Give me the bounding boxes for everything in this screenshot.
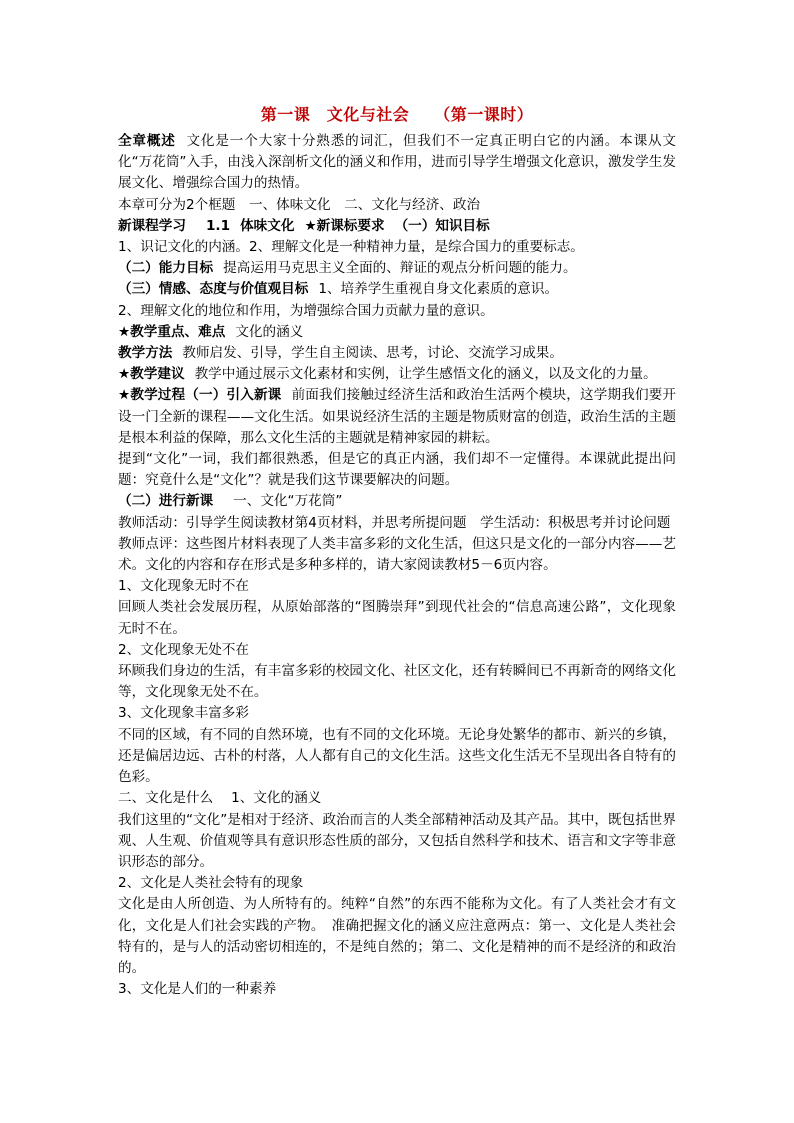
teaching-focus: ★教学重点、难点 文化的涵义 xyxy=(118,323,304,340)
chapter-overview-label: 全章概述 xyxy=(118,133,176,149)
emotion-goals: （三）情感、态度与价值观目标 1、培养学生重视自身文化素质的意识。 xyxy=(118,281,559,298)
point-1-heading: 1、文化现象无时不在 xyxy=(118,578,249,595)
teacher-comment: 教师点评：这些图片材料表现了人类丰富多彩的文化生活，但这只是文化的一部分内容——艺术。文化的内容和存在形式是多种多样的，请大家阅读教材5－6页内容。 xyxy=(118,535,676,574)
section-2-point-3-heading: 3、文化是人们的一种素养 xyxy=(118,981,277,998)
new-course-heading: 新课程学习 1.1 体味文化 ★新课标要求 （一）知识目标 xyxy=(118,217,490,234)
section-2-heading: 二、文化是什么 1、文化的涵义 xyxy=(118,790,322,807)
teaching-method: 教学方法 教师启发、引导，学生自主阅读、思考，讨论、交流学习成果。 xyxy=(118,345,563,362)
teacher-activity: 教师活动：引导学生阅读教材第4页材料，并思考所提问题 学生活动：积极思考并讨论问题 xyxy=(118,514,671,531)
point-1-text: 回顾人类社会发展历程，从原始部落的“图腾崇拜”到现代社会的“信息高速公路”，文化现象无时不在。 xyxy=(118,599,676,637)
section-2-point-2-heading: 2、文化是人类社会特有的现象 xyxy=(118,875,304,892)
teaching-process-intro: ★教学过程（一）引入新课 前面我们接触过经济生活和政治生活两个模块，这学期我们要开设一门全新的课程——文化生活。如果说经济生活的主题是物质财富的创造，政治生活的主题是根本利益的保障，那么文化生活的主题就是精神家园的耕耘。 xyxy=(118,387,677,446)
chapter-overview-text: 文化是一个大家十分熟悉的词汇，但我们不一定真正明白它的内涵。本课从文化“万花筒”入手，由浅入深剖析文化的涵义和作用，进而引导学生增强文化意识，激发学生发展文化、增强综合国力的热情。 xyxy=(118,133,677,192)
point-2-heading: 2、文化现象无处不在 xyxy=(118,641,249,658)
emotion-goals-2: 2、理解文化的地位和作用，为增强综合国力贡献力量的意识。 xyxy=(118,302,494,319)
teaching-suggestion: ★教学建议 教学中通过展示文化素材和实例，让学生感悟文化的涵义，以及文化的力量。 xyxy=(118,366,657,383)
section-2-point-2-text: 文化是由人所创造、为人所特有的。纯粹“自然”的东西不能称为文化。有了人类社会才有文化，文化是人们社会实践的产物。 准确把握文化的涵义应注意两点：第一、文化是人类社会特有的，是与人的活动密切相连的，不是纯自然的；第二、文化是精神的而不是经济的和政治的。 xyxy=(118,896,676,976)
chapter-sections: 本章可分为2个框题 一、体味文化 二、文化与经济、政治 xyxy=(118,196,481,213)
point-3-heading: 3、文化现象丰富多彩 xyxy=(118,705,249,722)
document-title: 第一课 文化与社会 （第一课时） xyxy=(260,105,534,124)
culture-definition: 我们这里的“文化”是相对于经济、政治而言的人类全部精神活动及其产品。其中，既包括世界观、人生观、价值观等具有意识形态性质的部分，又包括自然科学和技术、语言和文字等非意识形态的部分。 xyxy=(118,811,676,870)
chapter-overview xyxy=(118,131,676,195)
intro-question: 提到“文化”一词，我们都很熟悉，但是它的真正内涵，我们却不一定懂得。本课就此提出问题：究竟什么是“文化”？就是我们这节课要解决的问题。 xyxy=(118,451,676,489)
ability-goals: （二）能力目标 提高运用马克思主义全面的、辩证的观点分析问题的能力。 xyxy=(118,260,577,277)
new-lesson-heading: （二）进行新课 一、文化“万花筒” xyxy=(118,493,343,510)
point-3-text: 不同的区域，有不同的自然环境，也有不同的文化环境。无论身处繁华的都市、新兴的乡镇，还是偏居边远、古朴的村落，人人都有自己的文化生活。这些文化生活无不呈现出各自特有的色彩。 xyxy=(118,726,676,786)
point-2-text: 环顾我们身边的生活，有丰富多彩的校园文化、社区文化，还有转瞬间已不再新奇的网络文化等，文化现象无处不在。 xyxy=(118,663,676,701)
knowledge-goals: 1、识记文化的内涵。2、理解文化是一种精神力量，是综合国力的重要标志。 xyxy=(118,239,584,256)
document-page xyxy=(118,104,676,1000)
